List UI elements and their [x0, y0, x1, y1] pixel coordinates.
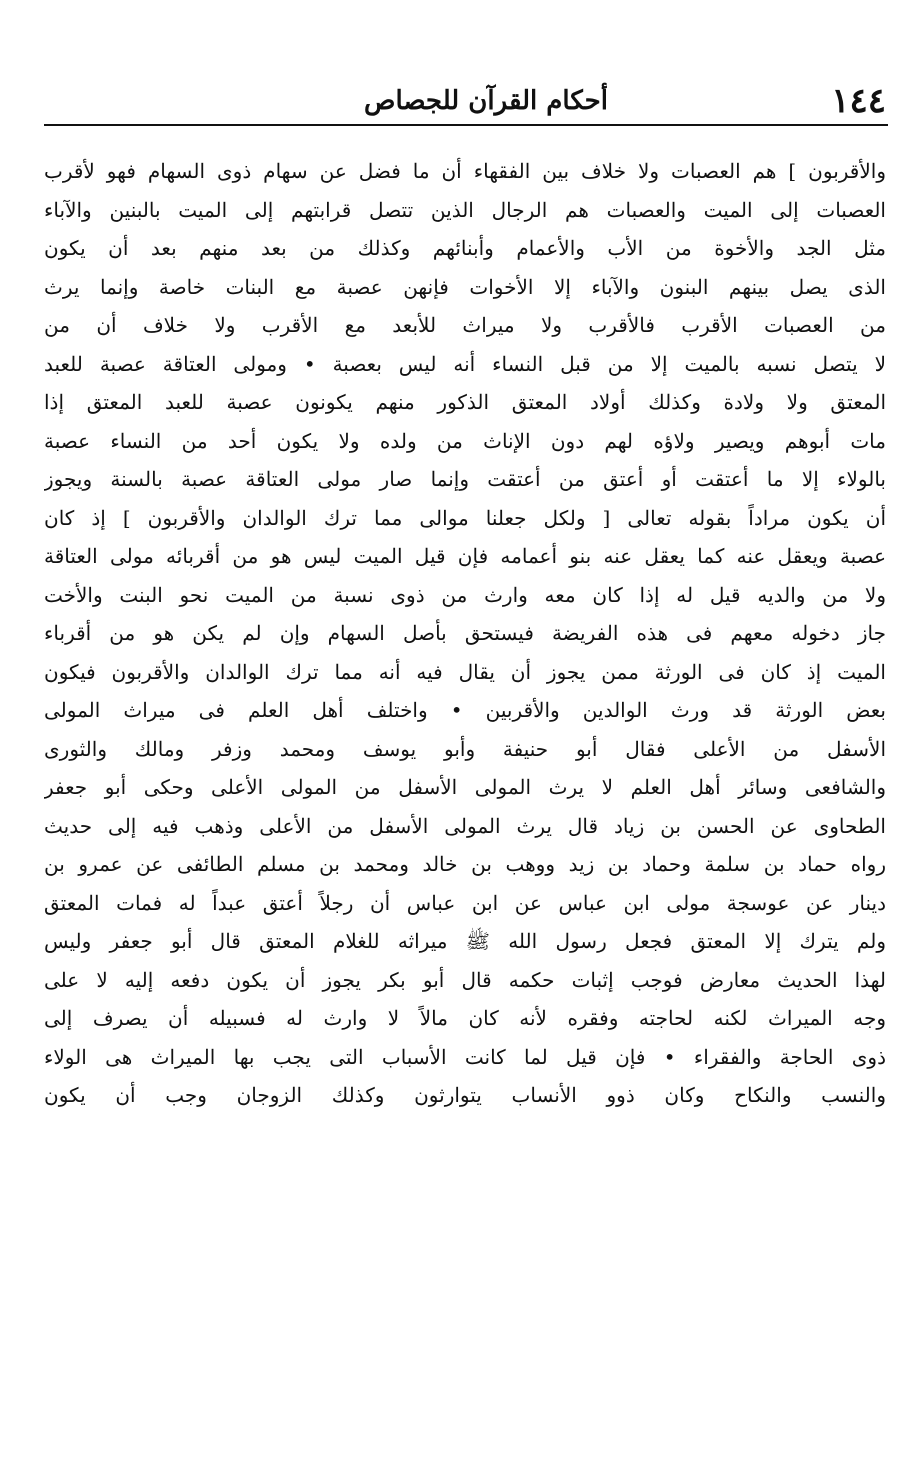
- text-line: العصبات إلى الميت والعصبات هم الرجال الذين تتصل قرابتهم إلى الميت بالبنين والآباء: [44, 197, 886, 222]
- text-line: ولم يترك إلا المعتق فجعل رسول الله ﷺ ميراثه للغلام المعتق قال أبو جعفر وليس: [44, 929, 886, 953]
- text-line: بعض الورثة قد ورث الوالدين والأقربين • واختلف أهل العلم فى ميراث المولى: [44, 698, 886, 722]
- text-line: أن يكون مراداً بقوله تعالى [ ولكل جعلنا موالى مما ترك الوالدان والأقربون ] إذ كان: [44, 505, 886, 530]
- text-line: المعتق ولا ولادة وكذلك أولاد المعتق الذكور منهم يكونون عصبة للعبد المعتق إذا: [44, 390, 886, 414]
- text-line: وجه الميراث لكنه لحاجته وفقره لأنه كان مالاً لا وارث له فسبيله أن يصرف إلى: [44, 1006, 886, 1030]
- text-line: من العصبات الأقرب فالأقرب ولا ميراث للأبعد مع الأقرب ولا خلاف أن من: [44, 313, 886, 337]
- text-line: عصبة ويعقل عنه كما يعقل عنه بنو أعمامه فإن قيل الميت ليس هو من أقربائه مولى العتاقة: [44, 544, 886, 568]
- text-line: الميت إذ كان فى الورثة ممن يجوز أن يقال فيه أنه مما ترك الوالدان والأقربون فيكون: [44, 659, 886, 684]
- text-line: جاز دخوله معهم فى هذه الفريضة فيستحق بأصل السهام وإن لم يكن هو من أقرباء: [44, 621, 886, 645]
- header-divider: [44, 124, 888, 126]
- page-header: [46, 78, 886, 124]
- text-line: مات أبوهم ويصير ولاؤه لهم دون الإناث من ولده ولا يكون أحد من النساء عصبة: [44, 428, 886, 453]
- text-line: الذى يصل بينهم البنون والآباء إلا الأخوات فإنهن عصبة مع البنات خاصة وإنما يرث: [44, 274, 886, 299]
- text-line: مثل الجد والأخوة من الأب والأعمام وأبنائهم وكذلك من بعد منهم بعد أن يكون: [44, 236, 886, 260]
- body-text: [44, 152, 886, 1115]
- running-title: أحكام القرآن للجصاص: [364, 86, 608, 116]
- text-line: بالولاء إلا ما أعتقت أو أعتق من أعتقت وإنما صار مولى العتاقة عصبة بالسنة ويجوز: [44, 467, 886, 491]
- text-line: ذوى الحاجة والفقراء • فإن قيل لما كانت الأسباب التى يجب بها الميراث هى الولاء: [44, 1044, 886, 1069]
- text-line: رواه حماد بن سلمة وحماد بن زيد ووهب بن خالد ومحمد بن مسلم الطائفى عن عمرو بن: [44, 852, 886, 876]
- text-line: دينار عن عوسجة مولى ابن عباس عن ابن عباس أن رجلاً أعتق عبداً له فمات المعتق: [44, 890, 886, 915]
- text-line: والشافعى وسائر أهل العلم لا يرث المولى الأسفل من المولى الأعلى وحكى أبو جعفر: [44, 775, 886, 799]
- page-number: ١٤٤: [831, 81, 886, 121]
- text-line: الأسفل من الأعلى فقال أبو حنيفة وأبو يوسف ومحمد وزفر ومالك والثورى: [44, 736, 886, 761]
- text-line: لا يتصل نسبه بالميت إلا من قبل النساء أنه ليس بعصبة • ومولى العتاقة عصبة للعبد: [44, 351, 886, 376]
- text-line: والنسب والنكاح وكان ذوو الأنساب يتوارثون وكذلك الزوجان وجب أن يكون: [44, 1083, 886, 1107]
- text-line: الطحاوى عن الحسن بن زياد قال يرث المولى الأسفل من الأعلى وذهب فيه إلى حديث: [44, 813, 886, 838]
- text-line: لهذا الحديث معارض فوجب إثبات حكمه قال أبو بكر يجوز أن يكون دفعه إليه لا على: [44, 967, 886, 992]
- text-line: والأقربون ] هم العصبات ولا خلاف بين الفقهاء أن ما فضل عن سهام ذوى السهام فهو لأقرب: [44, 159, 886, 183]
- text-line: ولا من والديه قيل له إذا كان معه وارث من ذوى نسبة من الميت نحو البنت والأخت: [44, 582, 886, 607]
